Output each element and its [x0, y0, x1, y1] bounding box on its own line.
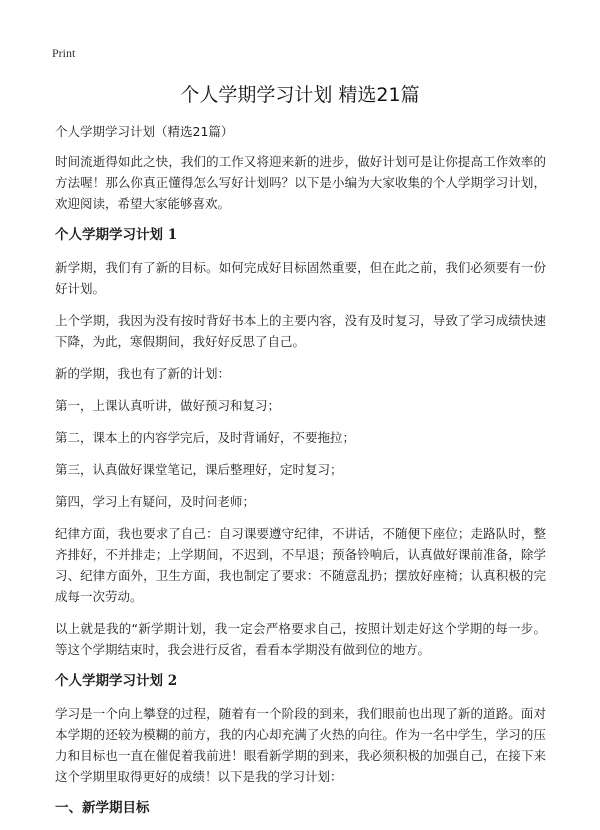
document-title: 个人学期学习计划 精选21篇	[180, 84, 420, 106]
paragraph: 上个学期，我因为没有按时背好书本上的主要内容，没有及时复习，导致了学习成绩快速下降，为此，寒假期间，我好好反思了自己。	[55, 313, 546, 349]
paragraph: 以上就是我的“新学期计划，我一定会严格要求自己，按照计划走好这个学期的每一步。等这个学期结束时，我会进行反省，看看本学期没有做到位的地方。	[55, 621, 546, 657]
section-heading-1: 个人学期学习计划 1	[55, 227, 178, 243]
paragraph: 第三，认真做好课堂笔记，课后整理好，定时复习；	[55, 462, 343, 477]
print-label: Print	[52, 46, 76, 60]
paragraph: 新的学期，我也有了新的计划：	[55, 366, 231, 381]
paragraph: 第一，上课认真听讲，做好预习和复习；	[55, 398, 281, 413]
paragraph: 学习是一个向上攀登的过程，随着有一个阶段的到来，我们眼前也出现了新的道路。面对本学期的还较为模糊的前方，我的内心却充满了火热的向往。作为一名中学生，学习的压力和目标也一直在催促着我前进！眼看新学期的到来，我必须积极的加强自己，在接下来这个学期里取得更好的成绩！以下是我的学习计划：	[55, 706, 546, 784]
document-body	[55, 122, 546, 830]
paragraph: 纪律方面，我也要求了自己：自习课要遵守纪律，不讲话，不随便下座位；走路队时，整齐排好，不并排走；上学期间，不迟到，不早退；预备铃响后，认真做好课前准备，除学习、纪律方面外，卫生方面，我也制定了要求：不随意乱扔；摆放好座椅；认真积极的完成每一次劳动。	[55, 526, 546, 604]
document-subtitle: 个人学期学习计划（精选21篇）	[55, 124, 234, 139]
paragraph: 第二，课本上的内容学完后，及时背诵好，不要拖拉；	[55, 430, 356, 445]
paragraph: 第四，学习上有疑问，及时问老师；	[55, 494, 256, 509]
subsection-heading: 一、新学期目标	[55, 800, 150, 816]
section-heading-2: 个人学期学习计划 2	[55, 673, 178, 689]
intro-paragraph: 时间流逝得如此之快，我们的工作又将迎来新的进步，做好计划可是让你提高工作效率的方法喔！那么你真正懂得怎么写好计划吗？以下是小编为大家收集的个人学期学习计划，欢迎阅读，希望大家能够喜欢。	[55, 154, 546, 211]
paragraph: 新学期，我们有了新的目标。如何完成好目标固然重要，但在此之前，我们必须要有一份好计划。	[55, 260, 546, 296]
